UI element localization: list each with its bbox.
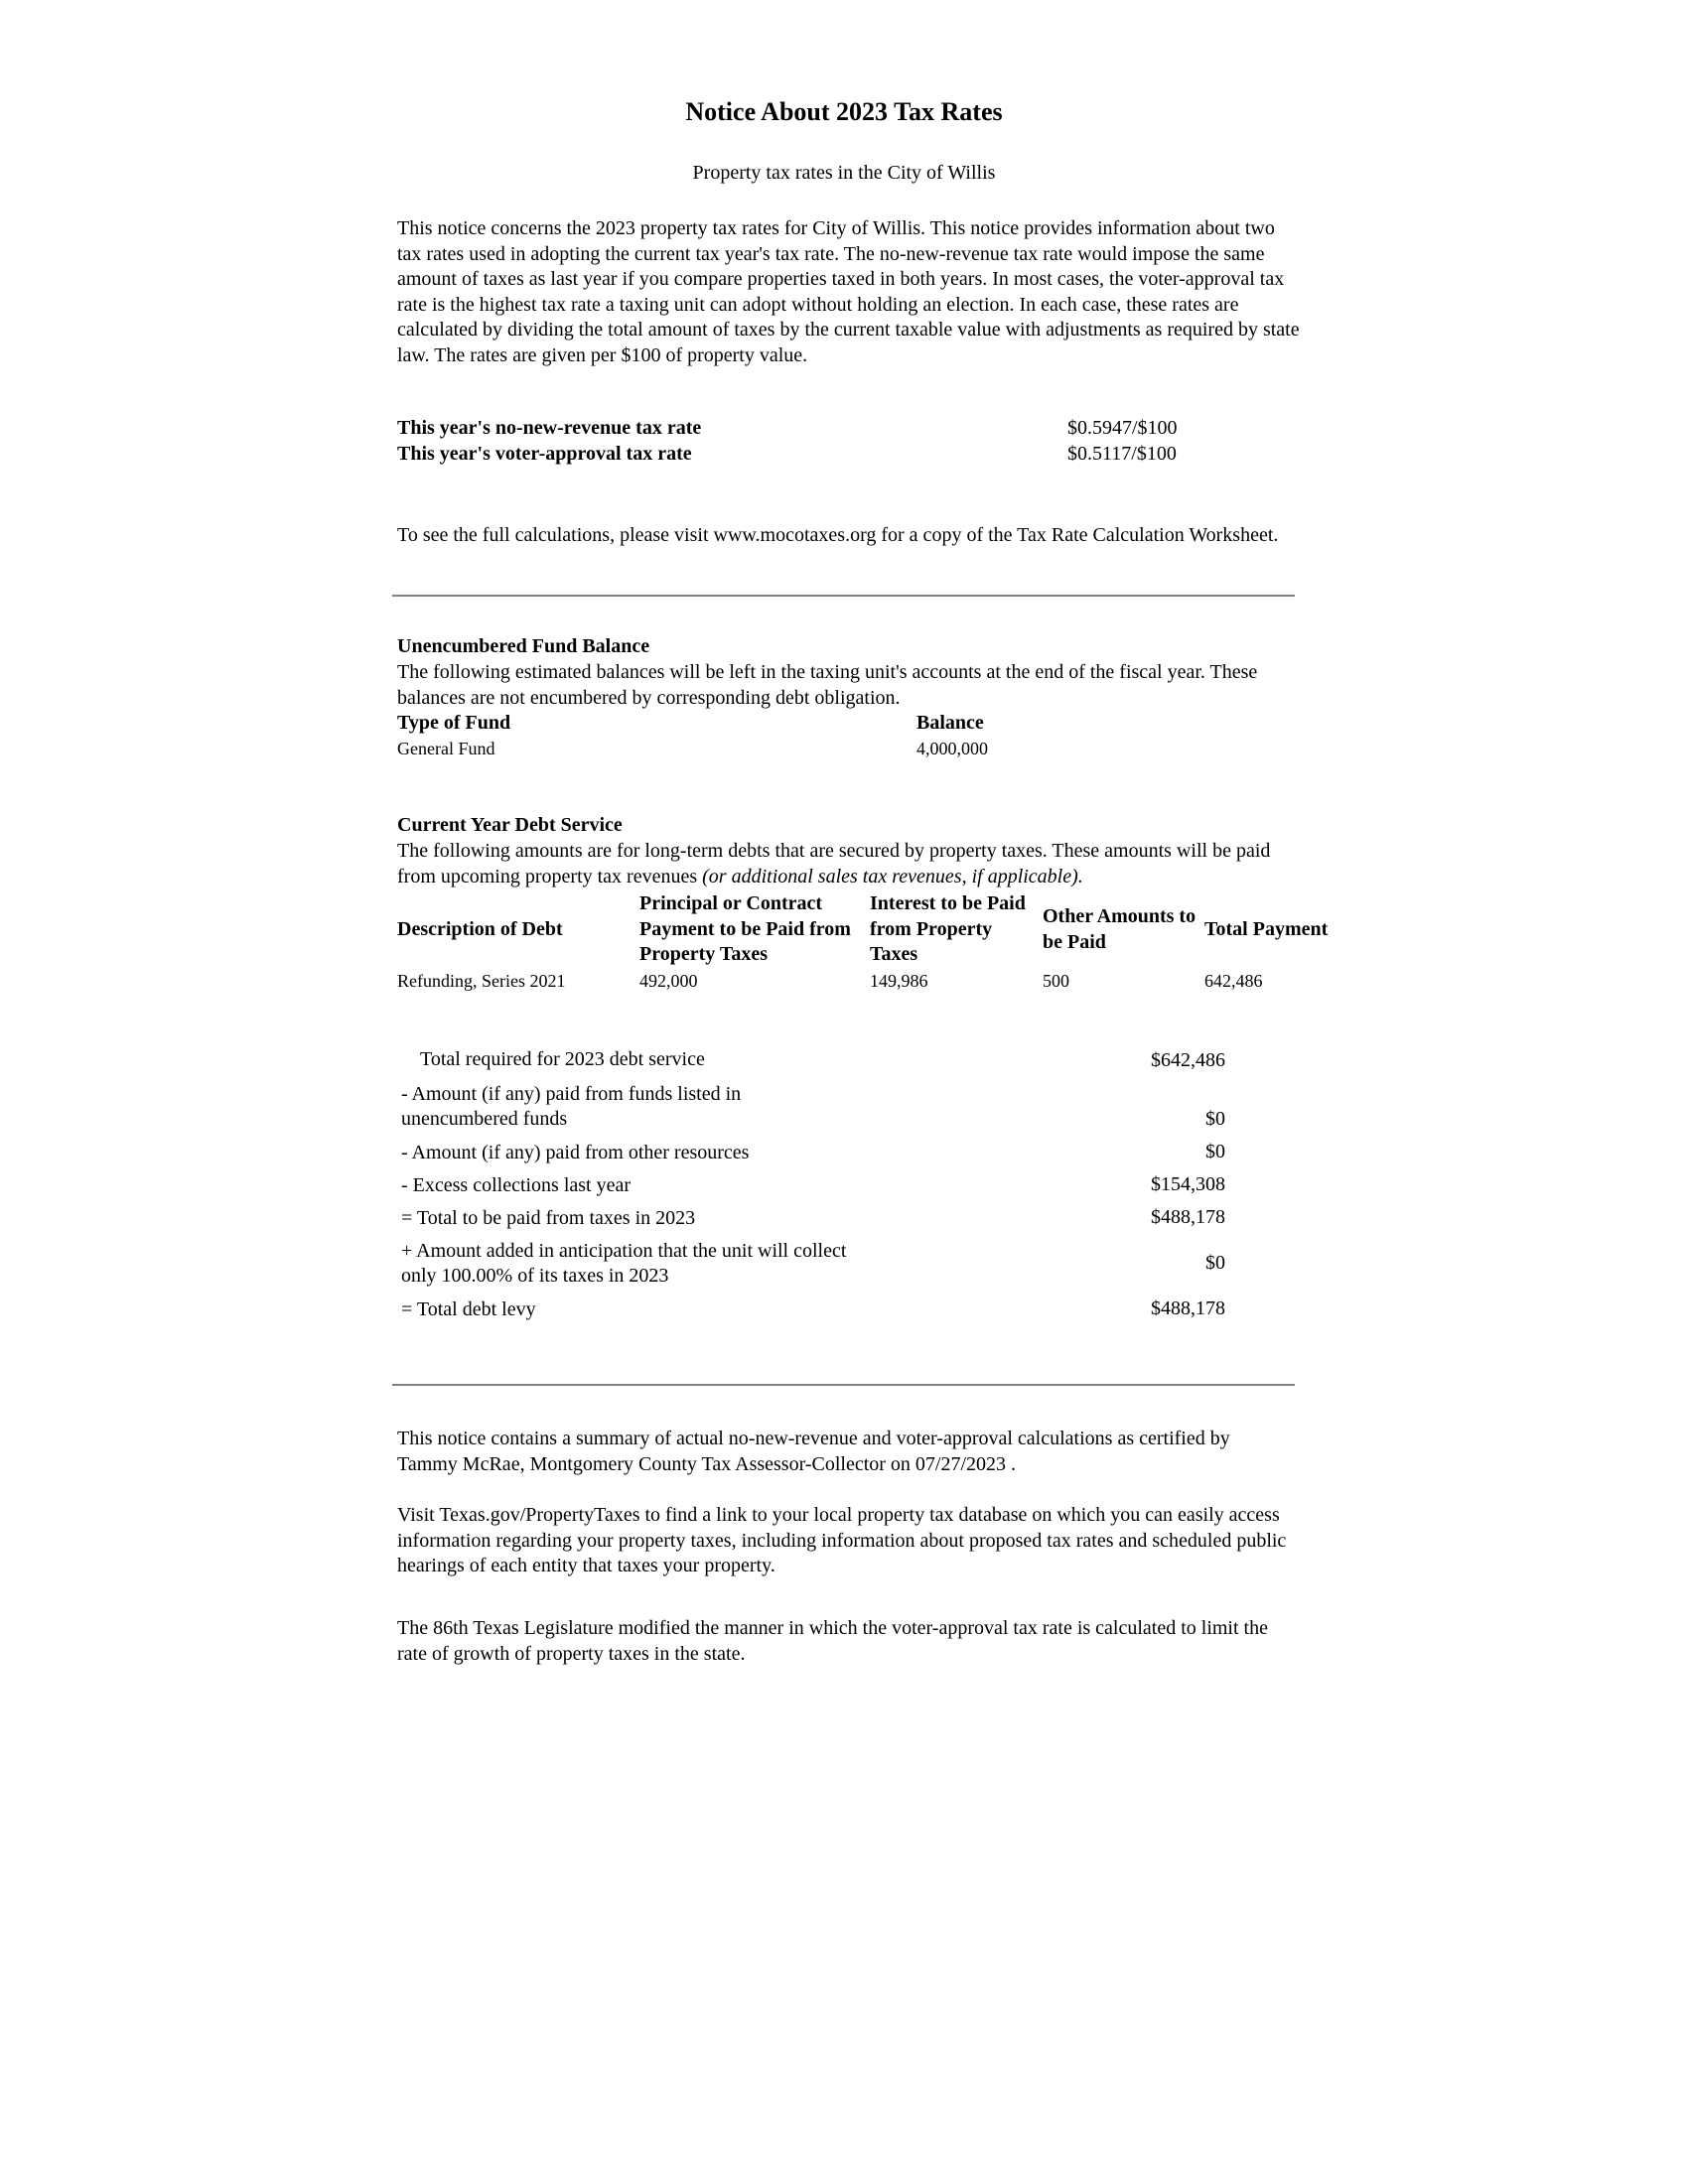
- debt-row-description: Refunding, Series 2021: [397, 971, 566, 991]
- calc-excess-collections-value: $154,308: [1151, 1173, 1225, 1195]
- calc-unencumbered-funds-value: $0: [1205, 1108, 1225, 1130]
- no-new-revenue-rate-label: This year's no-new-revenue tax rate: [397, 417, 702, 439]
- calc-total-debt-levy-label: = Total debt levy: [401, 1298, 536, 1320]
- calc-total-from-taxes-value: $488,178: [1151, 1206, 1225, 1228]
- calc-anticipation-value: $0: [1205, 1252, 1225, 1274]
- calc-total-required-value: $642,486: [1151, 1049, 1225, 1071]
- no-new-revenue-rate-value: $0.5947/$100: [1067, 417, 1178, 439]
- page-title: Notice About 2023 Tax Rates: [685, 97, 1003, 126]
- debt-row-interest: 149,986: [870, 971, 928, 991]
- divider-top: [392, 595, 1295, 597]
- debt-col-total: Total Payment: [1204, 918, 1329, 940]
- calc-anticipation-label: + Amount added in anticipation that the unit will collect only 100.00% of its taxes in 2023: [401, 1240, 847, 1287]
- fund-type-header: Type of Fund: [397, 712, 511, 734]
- calculation-worksheet-paragraph: To see the full calculations, please visit www.mocotaxes.org for a copy of the Tax Rate Calculation Worksheet.: [397, 524, 1279, 546]
- divider-bottom: [392, 1384, 1295, 1386]
- debt-service-description-italic: (or additional sales tax revenues, if applicable).: [702, 865, 1083, 887]
- calc-other-resources-value: $0: [1205, 1141, 1225, 1162]
- debt-service-heading: Current Year Debt Service: [397, 814, 623, 836]
- debt-col-principal: Principal or Contract Payment to be Paid from Property Taxes: [639, 892, 851, 965]
- debt-col-other: Other Amounts to be Paid: [1043, 905, 1196, 953]
- certification-paragraph: This notice contains a summary of actual no-new-revenue and voter-approval calculations as certified by Tammy McRae, Montgomery County Tax Assessor-Collector on 07/27/2023 .: [397, 1428, 1230, 1475]
- unencumbered-description: The following estimated balances will be left in the taxing unit's accounts at the end of the fiscal year. These balances are not encumbered by corresponding debt obligation.: [397, 661, 1258, 709]
- debt-col-description: Description of Debt: [397, 918, 563, 940]
- calc-total-debt-levy-value: $488,178: [1151, 1297, 1225, 1319]
- fund-type-cell: General Fund: [397, 739, 495, 758]
- calc-total-required-label: Total required for 2023 debt service: [420, 1048, 705, 1070]
- intro-paragraph: This notice concerns the 2023 property tax rates for City of Willis. This notice provides information about two tax rates used in adopting the current tax year's tax rate. The no-new-revenue tax rate would impose the same amount of taxes as last year if you compare properties taxed in both years. In most cases, the voter-approval tax rate is the highest tax rate a taxing unit can adopt without holding an election. In each case, these rates are calculated by dividing the total amount of taxes by the current taxable value with adjustments as required by state law. The rates are given per $100 of property value.: [397, 217, 1300, 366]
- debt-row-principal: 492,000: [639, 971, 698, 991]
- debt-col-interest: Interest to be Paid from Property Taxes: [870, 892, 1026, 965]
- texas-gov-paragraph: Visit Texas.gov/PropertyTaxes to find a link to your local property tax database on which you can easily access information regarding your property taxes, including information about proposed tax rates and scheduled public hearings of each entity that taxes your property.: [397, 1504, 1287, 1576]
- fund-balance-cell: 4,000,000: [916, 739, 988, 758]
- debt-row-total: 642,486: [1204, 971, 1263, 991]
- voter-approval-rate-value: $0.5117/$100: [1067, 443, 1177, 465]
- calc-total-from-taxes-label: = Total to be paid from taxes in 2023: [401, 1207, 696, 1229]
- legislature-paragraph: The 86th Texas Legislature modified the manner in which the voter-approval tax rate is calculated to limit the rate of growth of property taxes in the state.: [397, 1617, 1268, 1665]
- unencumbered-heading: Unencumbered Fund Balance: [397, 635, 650, 657]
- calc-other-resources-label: - Amount (if any) paid from other resources: [401, 1142, 750, 1163]
- debt-row-other: 500: [1043, 971, 1069, 991]
- voter-approval-rate-label: This year's voter-approval tax rate: [397, 443, 692, 465]
- fund-balance-header: Balance: [916, 712, 984, 734]
- calc-unencumbered-funds-label: - Amount (if any) paid from funds listed in unencumbered funds: [401, 1083, 742, 1130]
- calc-excess-collections-label: - Excess collections last year: [401, 1174, 632, 1196]
- debt-service-description: The following amounts are for long-term debts that are secured by property taxes. These amounts will be paid from upcoming property tax revenues (or additional sales tax revenues, if applicable).: [397, 840, 1271, 887]
- page-subtitle: Property tax rates in the City of Willis: [692, 162, 996, 184]
